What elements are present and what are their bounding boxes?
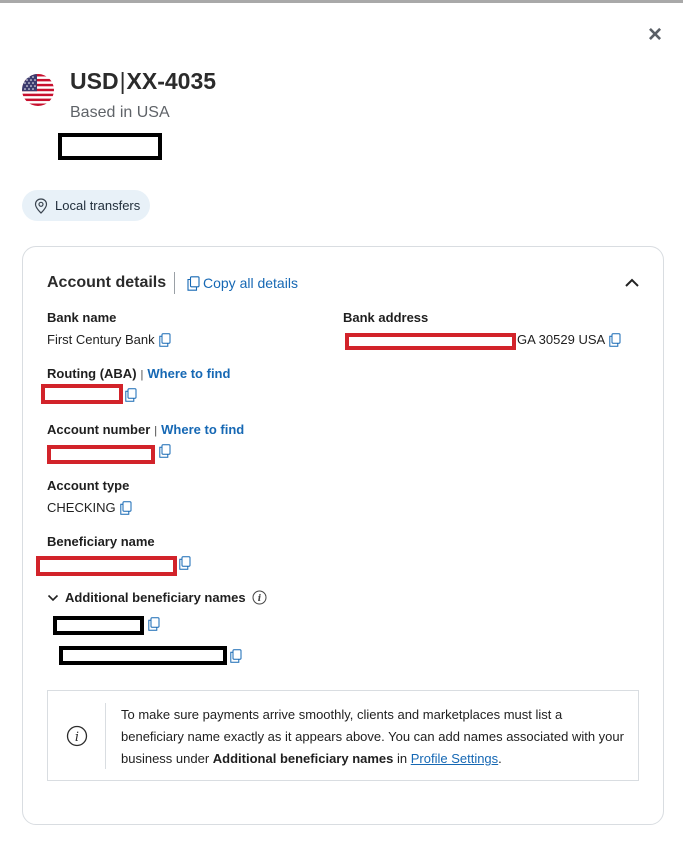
- account-details-card: [22, 246, 664, 825]
- copy-icon: [187, 276, 200, 291]
- redaction-box: [58, 133, 162, 160]
- bank-address-text: GA 30529 USA: [517, 332, 606, 347]
- redaction-box: [53, 616, 144, 635]
- copy-icon[interactable]: [125, 388, 137, 402]
- routing-where-to-find-link[interactable]: Where to find: [147, 366, 231, 381]
- svg-text:i: i: [74, 729, 79, 745]
- routing-label: Routing (ABA): [47, 366, 137, 381]
- beneficiary-name-label: Beneficiary name: [47, 534, 155, 549]
- currency-code: USD: [70, 68, 119, 94]
- account-type-value: [47, 500, 132, 515]
- svg-text:i: i: [257, 594, 261, 604]
- copy-icon[interactable]: [179, 556, 191, 570]
- local-transfers-label: Local transfers: [55, 198, 141, 213]
- additional-beneficiary-label: Additional beneficiary names: [65, 590, 246, 605]
- copy-icon[interactable]: [159, 333, 171, 347]
- routing-pipe: |: [140, 369, 144, 381]
- redaction-box: [59, 646, 227, 665]
- copy-icon[interactable]: [230, 649, 242, 663]
- chevron-up-icon[interactable]: [624, 276, 640, 290]
- local-transfers-pill[interactable]: [22, 190, 150, 221]
- location-pin-icon: [34, 198, 48, 214]
- redaction-box: [36, 556, 177, 576]
- account-details-title: Account details: [47, 274, 167, 291]
- copy-icon[interactable]: [609, 333, 621, 347]
- info-bold-text: Additional beneficiary names: [212, 751, 394, 766]
- bank-address-value: [517, 332, 621, 347]
- account-masked-number: XX-4035: [126, 68, 217, 94]
- beneficiary-info-box: [47, 690, 639, 781]
- bank-address-label: Bank address: [343, 310, 429, 325]
- bank-name-label: Bank name: [47, 310, 117, 325]
- redaction-box: [41, 384, 123, 404]
- account-number-pipe: |: [154, 425, 158, 437]
- info-text-after: .: [498, 751, 502, 766]
- close-icon[interactable]: ×: [647, 21, 662, 48]
- routing-label-row: [47, 366, 230, 381]
- title-separator: |: [119, 68, 126, 94]
- based-in-label: Based in USA: [70, 104, 170, 121]
- info-icon-cell: [48, 691, 105, 780]
- us-flag-icon: [22, 74, 54, 106]
- additional-beneficiary-toggle[interactable]: [47, 590, 267, 605]
- chevron-down-icon: [47, 593, 59, 603]
- beneficiary-info-text: [121, 704, 626, 770]
- account-type-label: Account type: [47, 478, 130, 493]
- info-icon: [66, 725, 88, 747]
- account-number-label-row: [47, 422, 244, 437]
- account-number-label: Account number: [47, 422, 151, 437]
- window-top-border: [0, 0, 683, 3]
- copy-icon[interactable]: [159, 444, 171, 458]
- account-number-where-to-find-link[interactable]: Where to find: [161, 422, 245, 437]
- info-text-before: To make sure payments arrive smoothly, clients and marketplaces must list a beneficiary name exactly as it appears above. You can add names associated with your business under: [121, 707, 624, 766]
- info-divider: [105, 703, 106, 769]
- bank-name-value: [47, 332, 171, 347]
- copy-icon[interactable]: [148, 617, 160, 631]
- info-text-middle: in: [393, 751, 411, 766]
- bank-name-text: First Century Bank: [47, 332, 155, 347]
- redaction-box: [345, 333, 516, 350]
- redaction-box: [47, 445, 155, 464]
- account-title: [70, 68, 216, 95]
- copy-icon[interactable]: [120, 501, 132, 515]
- account-type-text: CHECKING: [47, 500, 116, 515]
- copy-all-details-button[interactable]: [187, 275, 298, 291]
- profile-settings-link[interactable]: Profile Settings: [410, 751, 499, 766]
- title-divider: [174, 272, 175, 294]
- copy-all-details-label: Copy all details: [203, 275, 298, 291]
- info-icon[interactable]: [252, 590, 267, 605]
